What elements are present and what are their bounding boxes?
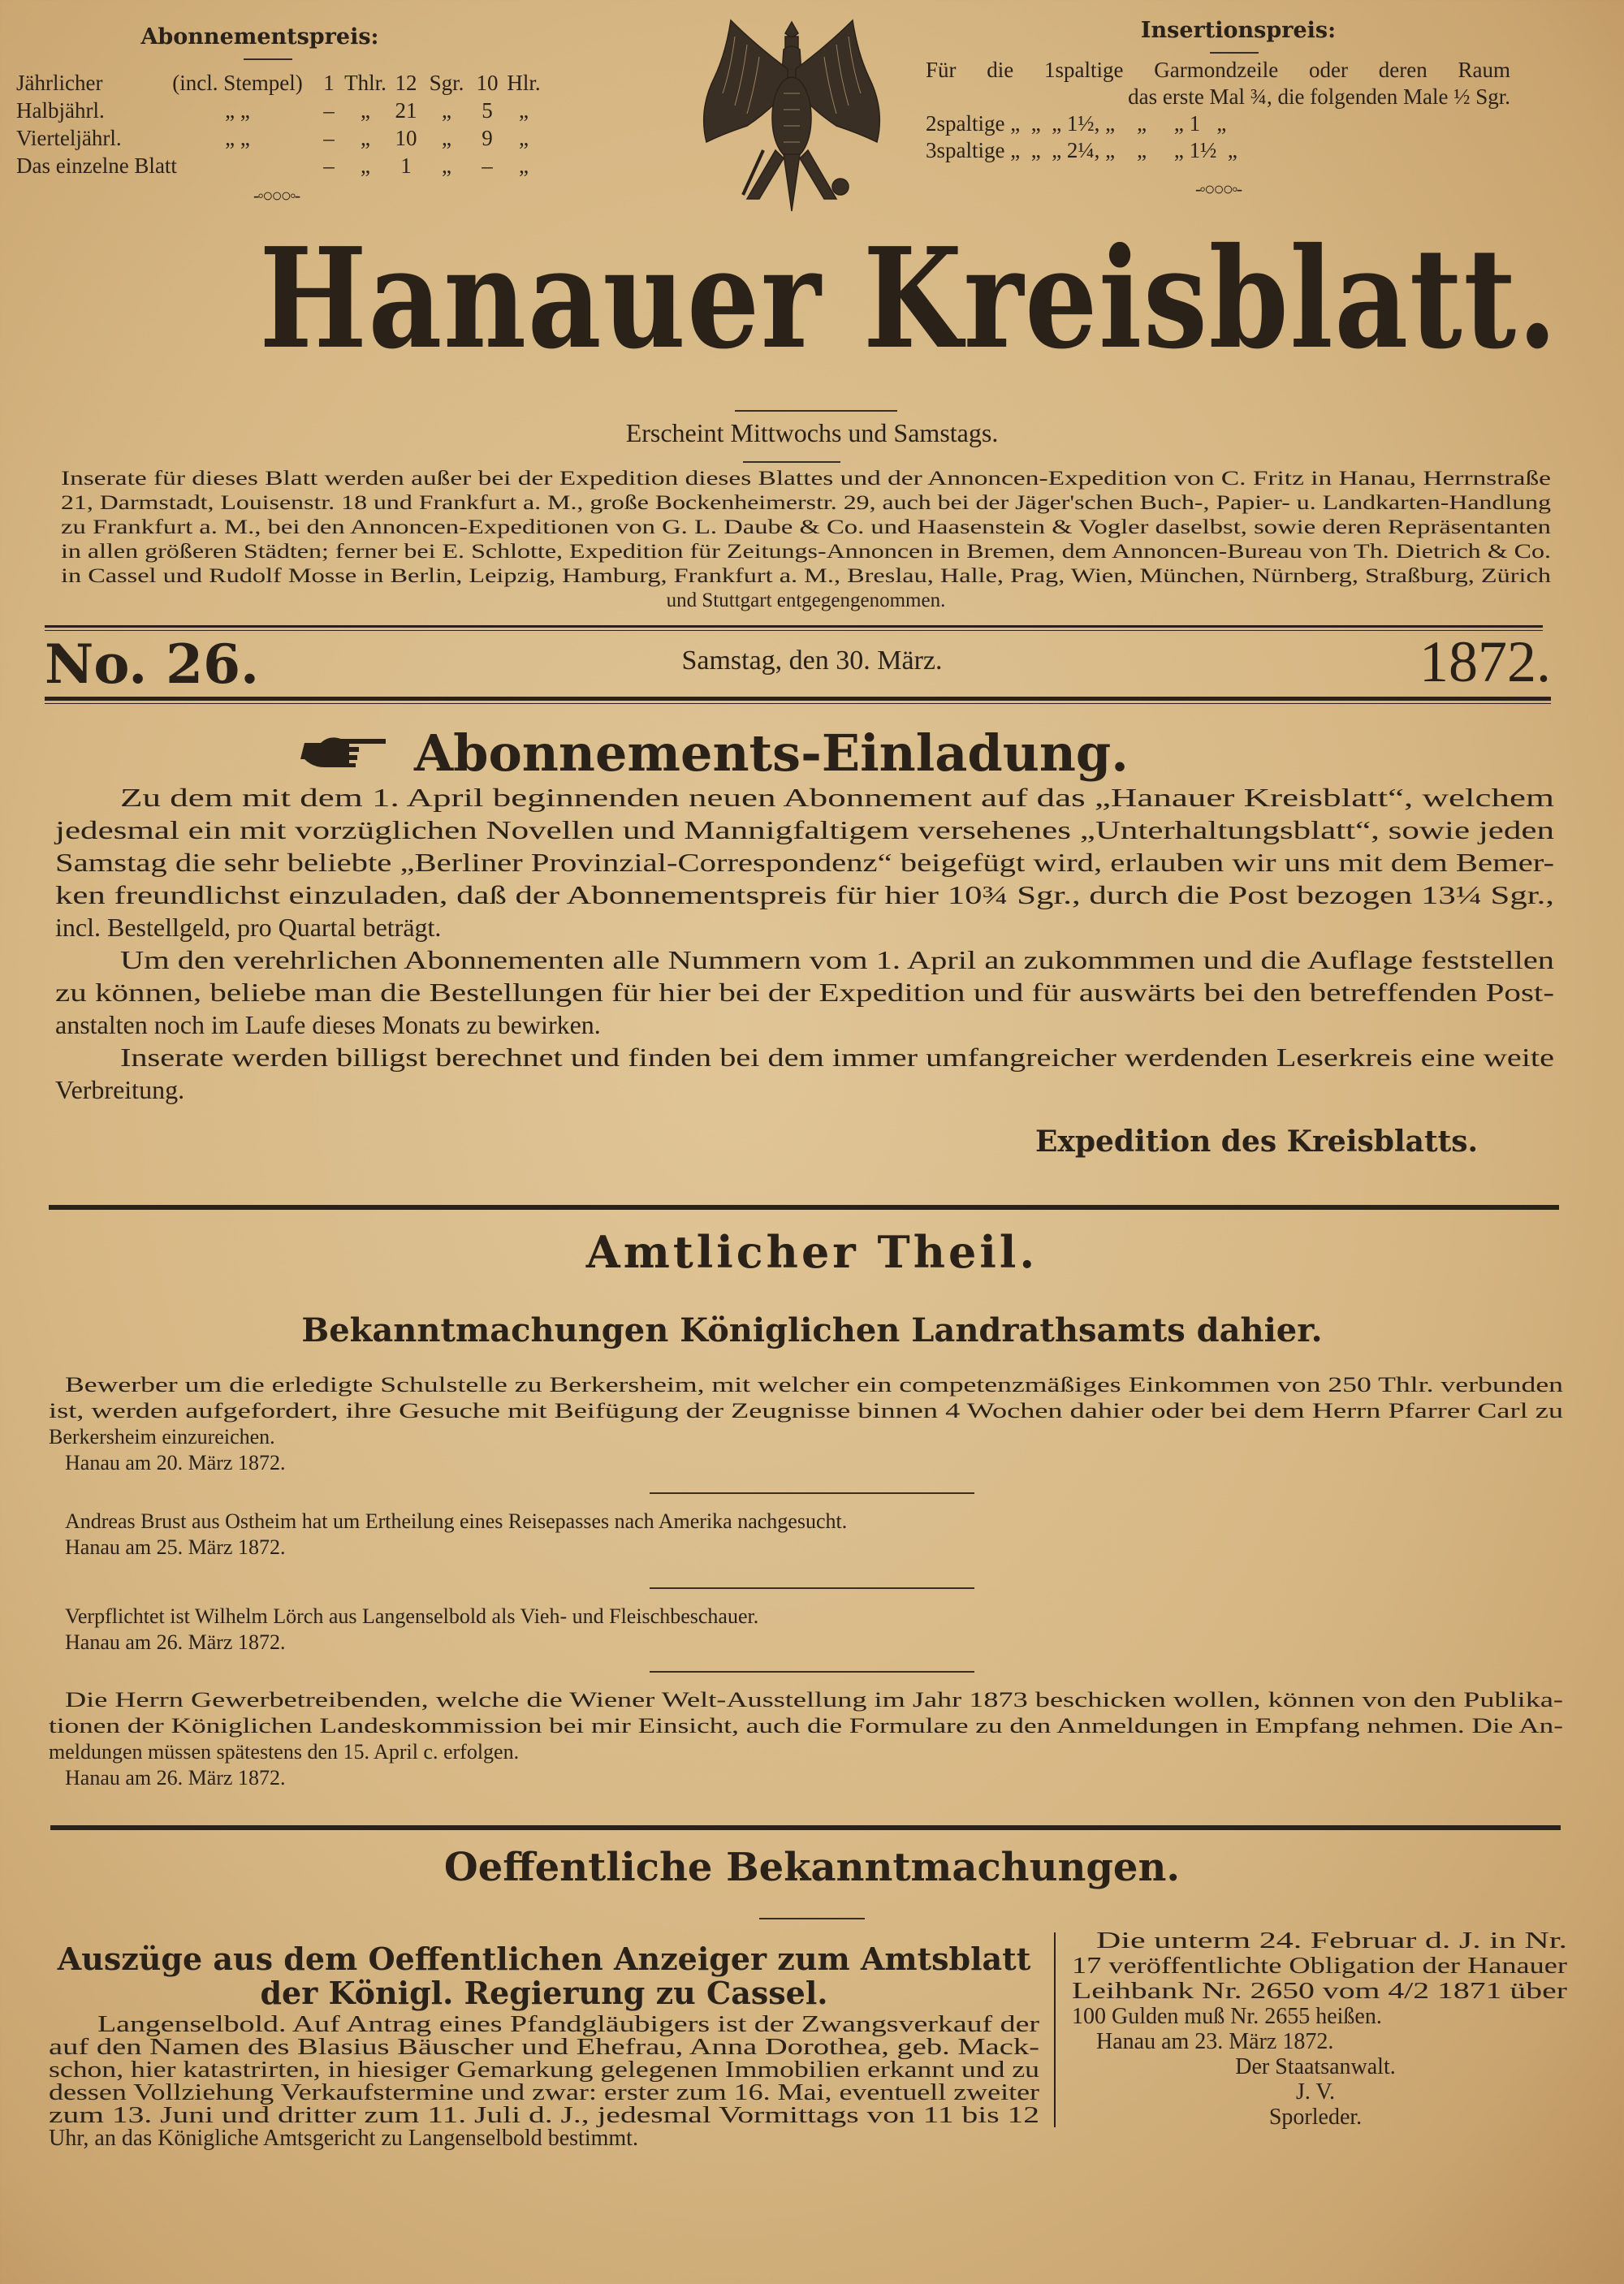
price-cell: „ — [519, 126, 529, 150]
price-cell: 5 — [482, 98, 493, 123]
insertion-price-title: Insertionspreis: — [1140, 18, 1337, 43]
line-text: meldungen müssen spätestens den 15. April c. erfolgen. — [49, 1740, 520, 1764]
text-line — [49, 1509, 1563, 1535]
line-text: Langenselbold. Auf Antrag eines Pfandgläubigers ist der Zwangsverkauf der — [97, 2012, 1039, 2037]
line-text: Leihbank Nr. 2650 vom 4/2 1871 über — [1072, 1979, 1567, 2004]
line-text: dessen Vollziehung Verkaufstermine und zwar: erster zum 16. Mai, eventuell zweiter — [49, 2080, 1039, 2105]
text-line — [1072, 2029, 1567, 2054]
official-subheading: Bekanntmachungen Königlichen Landrathsamts dahier. — [301, 1311, 1323, 1349]
line-text: zum 13. Juni und dritter zum 11. Juli d. J., jedesmal Vormittags von 11 bis 12 — [49, 2103, 1039, 2128]
price-cell: – — [482, 153, 493, 178]
text-line: 2spaltige „ „ „ 1½, „ „ „ 1 „ — [926, 111, 1227, 136]
prosecutor-signature — [1072, 2054, 1559, 2130]
divider — [45, 625, 1543, 628]
price-cell: – — [323, 153, 335, 178]
text-line: und Stuttgart entgegengenommen. — [666, 589, 946, 611]
text-line — [49, 1372, 1563, 1398]
price-cell: 12 — [395, 71, 417, 95]
line-text: Verpflichtet ist Wilhelm Lörch aus Langenselbold als Vieh- und Fleischbeschauer. — [65, 1604, 759, 1628]
price-cell: (incl. Stempel) — [172, 71, 303, 95]
divider — [735, 410, 897, 412]
line-text: ist, werden aufgefordert, ihre Gesuche mit Beifügung der Zeugnisse binnen 4 Wochen dahier oder bei dem Herrn Pfarrer Carl zu — [49, 1399, 1563, 1423]
text-line — [1072, 1928, 1567, 1954]
text-line — [55, 1073, 1554, 1106]
line-text: zu können, beliebe man die Bestellungen für hier bei der Expedition und für auswärts bei den betreffenden Post- — [55, 978, 1554, 1007]
column-divider — [1054, 1932, 1056, 2127]
text-line — [61, 516, 1551, 540]
text-line — [55, 976, 1554, 1008]
invitation-heading: Abonnements-Einladung. — [414, 723, 1129, 783]
line-text: Andreas Brust aus Ostheim hat um Ertheilung eines Reisepasses nach Amerika nachgesucht. — [65, 1509, 848, 1533]
line-text: auf den Namen des Blasius Bäuscher und Ehefrau, Anna Dorothea, geb. Mack- — [49, 2035, 1039, 2060]
price-cell: 10 — [395, 126, 417, 150]
issue-date: Samstag, den 30. März. — [681, 645, 943, 676]
price-cell: 21 — [395, 98, 417, 123]
text-line — [61, 467, 1551, 491]
text-line — [49, 1535, 1563, 1561]
text-line: das erste Mal ¾, die folgenden Male ½ Sgr. — [1128, 84, 1510, 109]
divider — [1210, 52, 1259, 54]
divider — [244, 58, 292, 60]
divider — [650, 1671, 974, 1673]
line-text: 100 Gulden muß Nr. 2655 heißen. — [1072, 2004, 1382, 2029]
subscription-price-title: Abonnementspreis: — [140, 24, 379, 50]
newspaper-title: Hanauer Kreisblatt. — [259, 218, 1559, 380]
text-line — [55, 781, 1554, 814]
text-line — [61, 540, 1551, 564]
price-cell: Thlr. — [344, 71, 387, 95]
line-text: Die unterm 24. Februar d. J. in Nr. — [1096, 1928, 1567, 1954]
line-text: Hanau am 26. März 1872. — [65, 1766, 286, 1790]
line-text: in Cassel und Rudolf Mosse in Berlin, Leipzig, Hamburg, Frankfurt a. M., Breslau, Halle, Prag, Wien, München, Nürnberg, Straßburg, Zürich — [61, 565, 1551, 587]
text-line: Sporleder. — [1268, 2105, 1363, 2130]
price-cell: Das einzelne Blatt — [16, 153, 177, 178]
text-line — [61, 564, 1551, 589]
text-line — [49, 1450, 1563, 1476]
price-cell: „ „ — [225, 126, 250, 150]
divider — [759, 1918, 865, 1919]
text-line: Für die 1spaltige Garmondzeile oder deren Raum — [926, 58, 1510, 82]
divider — [743, 461, 840, 463]
notice — [49, 1372, 1563, 1476]
notice — [49, 1687, 1563, 1791]
text-line: Der Staatsanwalt. — [1235, 2054, 1396, 2079]
invitation-signature: Expedition des Kreisblatts. — [1034, 1125, 1478, 1159]
price-cell: – — [323, 98, 335, 123]
price-cell: „ — [361, 98, 370, 123]
text-line — [49, 2105, 1039, 2127]
divider — [49, 1205, 1559, 1210]
text-line — [49, 1713, 1563, 1739]
official-section-heading: Amtlicher Theil. — [585, 1226, 1039, 1278]
ornament: -◦○○○◦- — [253, 185, 300, 205]
line-text: tionen der Königlichen Landeskommission bei mir Einsicht, auch die Formulare zu den Anmeldungen in Empfang nehmen. Die An- — [49, 1714, 1563, 1738]
advertising-agents-paragraph — [61, 467, 1551, 613]
line-text: zu Frankfurt a. M., bei den Annoncen-Expeditionen von G. L. Daube & Co. und Haasenstein & Vogler daselbst, sowie deren Repräsentanten — [61, 516, 1551, 538]
newspaper-title-box — [122, 218, 1559, 380]
line-text: incl. Bestellgeld, pro Quartal beträgt. — [55, 913, 442, 942]
text-line — [49, 2082, 1039, 2105]
invitation-body — [55, 781, 1554, 1106]
subscription-price-table — [16, 69, 552, 179]
text-line — [49, 1398, 1563, 1424]
price-cell: 1 — [323, 71, 335, 95]
text-line — [49, 2036, 1039, 2059]
price-cell: „ — [442, 98, 451, 123]
price-cell: „ — [442, 126, 451, 150]
text-line — [55, 879, 1554, 911]
price-cell: – — [323, 126, 335, 150]
issue-number: No. 26. — [45, 633, 259, 696]
insertion-price-list — [926, 57, 1510, 164]
price-row — [16, 124, 552, 152]
line-text: Hanau am 26. März 1872. — [65, 1630, 286, 1654]
text-line — [1072, 1954, 1567, 1979]
gazette-excerpt-body — [49, 2014, 1039, 2150]
public-section-heading: Oeffentliche Bekanntmachungen. — [443, 1845, 1181, 1890]
gazette-excerpt-title — [49, 1942, 1039, 2010]
line-text: Die Herrn Gewerbetreibenden, welche die Wiener Welt-Ausstellung im Jahr 1873 beschicken wollen, können von den Publika- — [65, 1688, 1563, 1712]
line-text: jedesmal ein mit vorzüglichen Novellen und Mannigfaltigem versehenes „Unterhaltungsblatt“, sowie jeden — [55, 815, 1554, 844]
text-line — [49, 1739, 1563, 1765]
text-line — [49, 2127, 1039, 2150]
line-text: Inserate werden billigst berechnet und finden bei dem immer umfangreicher werdenden Leserkreis eine weite — [120, 1043, 1555, 1072]
divider — [45, 697, 1551, 701]
line-text: Verbreitung. — [55, 1075, 185, 1104]
price-cell: 1 — [400, 153, 412, 178]
notice — [49, 1509, 1563, 1561]
line-text: Uhr, an das Königliche Amtsgericht zu Langenselbold bestimmt. — [49, 2126, 638, 2151]
notice — [49, 1604, 1563, 1656]
ornament: -◦○○○◦- — [1194, 179, 1242, 199]
correction-notice — [1072, 1928, 1567, 2054]
pointing-hand-icon — [300, 731, 390, 771]
price-cell: „ — [361, 153, 370, 178]
line-text: in allen größeren Städten; ferner bei E. Schlotte, Expedition für Zeitungs-Annoncen in Bremen, dem Annoncen-Bureau von Th. Dietrich & Co. — [61, 541, 1552, 563]
line-text: Samstag die sehr beliebte „Berliner Provinzial-Correspondenz“ beigefügt wird, erlauben wir uns mit dem Bemer- — [55, 848, 1554, 877]
publication-days: Erscheint Mittwochs und Samstags. — [625, 418, 999, 447]
text-line — [55, 943, 1554, 976]
price-cell: „ — [442, 153, 451, 178]
text-line: 3spaltige „ „ „ 2¼, „ „ „ 1½ „ — [926, 138, 1237, 162]
line-text: Berkersheim einzureichen. — [49, 1425, 275, 1449]
divider — [650, 1492, 974, 1494]
text-line — [55, 814, 1554, 846]
divider — [45, 630, 1543, 631]
text-line — [61, 491, 1551, 516]
text-line: J. V. — [1295, 2079, 1335, 2105]
text-line — [49, 1976, 1039, 2010]
price-cell: Vierteljährl. — [16, 126, 122, 150]
text-line — [49, 1424, 1563, 1450]
line-text: Hanau am 20. März 1872. — [65, 1451, 286, 1474]
line-text: schon, hier katastrirten, in hiesiger Gemarkung gelegenen Immobilien erkannt und zu — [49, 2057, 1039, 2083]
price-cell: „ — [519, 98, 529, 123]
price-cell: Jährlicher — [16, 71, 103, 95]
line-text: Inserate für dieses Blatt werden außer bei der Expedition dieses Blattes und der Annoncen-Expedition von C. Fritz in Hanau, Herrnstraße — [61, 468, 1551, 490]
divider — [45, 703, 1551, 704]
text-line — [49, 2014, 1039, 2036]
price-cell: „ — [361, 126, 370, 150]
line-text: Zu dem mit dem 1. April beginnenden neuen Abonnement auf das „Hanauer Kreisblatt“, welchem — [120, 783, 1554, 812]
price-row — [16, 69, 552, 97]
price-cell: 9 — [482, 126, 493, 150]
price-cell: 10 — [476, 71, 499, 95]
issue-year: 1872. — [1419, 629, 1551, 694]
text-line — [49, 1687, 1563, 1713]
text-line — [55, 911, 1554, 943]
text-line — [49, 1630, 1563, 1656]
line-text: Hanau am 23. März 1872. — [1096, 2029, 1334, 2054]
text-line — [49, 1765, 1563, 1791]
price-cell: Sgr. — [429, 71, 464, 95]
text-line — [55, 1008, 1554, 1041]
line-text: anstalten noch im Laufe dieses Monats zu bewirken. — [55, 1010, 601, 1039]
price-cell: „ — [519, 153, 529, 178]
line-text: Um den verehrlichen Abonnementen alle Nummern vom 1. April an zukommmen und die Auflage feststellen — [120, 945, 1554, 974]
text-line — [49, 2059, 1039, 2082]
price-row — [16, 152, 552, 179]
text-line — [1072, 2004, 1567, 2029]
price-cell: Hlr. — [507, 71, 541, 95]
text-line — [49, 1942, 1039, 1976]
line-text: 21, Darmstadt, Louisenstr. 18 und Frankfurt a. M., große Bockenheimerstr. 29, auch bei der Jäger'schen Buch-, Papier- u. Landkarten-Handlung — [61, 492, 1551, 514]
line-text: Hanau am 25. März 1872. — [65, 1535, 286, 1559]
text-line — [49, 1604, 1563, 1630]
price-cell: „ „ — [225, 98, 250, 123]
divider — [50, 1825, 1561, 1830]
price-cell: Halbjährl. — [16, 98, 105, 123]
text-line — [55, 1041, 1554, 1073]
line-text: ken freundlichst einzuladen, daß der Abonnementspreis für hier 10¾ Sgr., durch die Post bezogen 13¼ Sgr., — [55, 880, 1554, 909]
text-line — [55, 846, 1554, 879]
line-text: Bewerber um die erledigte Schulstelle zu Berkersheim, mit welcher ein competenzmäßiges Einkommen von 250 Thlr. verbunden — [65, 1373, 1563, 1397]
line-text: 17 veröffentlichte Obligation der Hanauer — [1072, 1954, 1567, 1979]
price-row — [16, 97, 552, 124]
text-line — [1072, 1979, 1567, 2004]
title-line-text: Auszüge aus dem Oeffentlichen Anzeiger zum Amtsblatt — [57, 1941, 1031, 1977]
title-line-text: der Königl. Regierung zu Cassel. — [260, 1975, 828, 2011]
prussian-eagle-icon — [674, 12, 909, 215]
divider — [650, 1587, 974, 1589]
